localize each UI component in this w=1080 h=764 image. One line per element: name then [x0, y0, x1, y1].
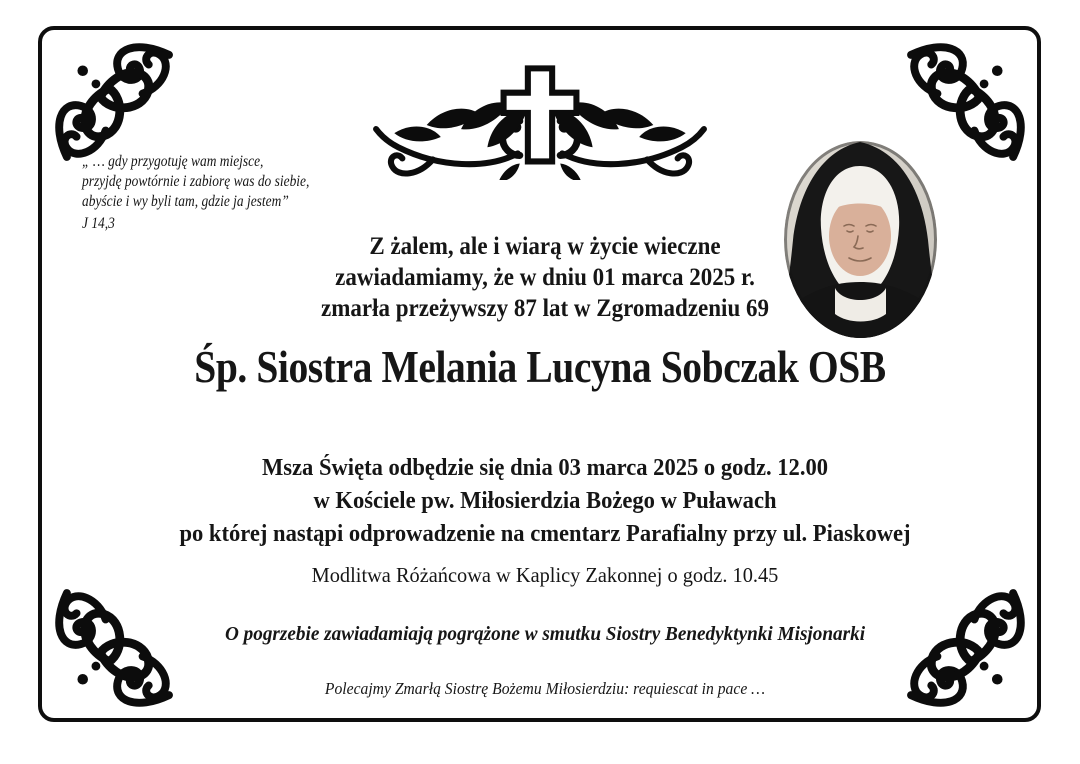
quote-line: przyjdę powtórnie i zabiorę was do siebie, [82, 173, 310, 190]
death-announcement [90, 231, 1001, 324]
closing-prayer: Polecajmy Zmarłą Siostrę Bożemu Miłosierdziu: requiescat in pace … [324, 679, 766, 698]
funeral-line: Msza Święta odbędzie się dnia 03 marca 2025 o godz. 12.00 [261, 455, 829, 481]
announcement-line: zawiadamiamy, że w dniu 01 marca 2025 r. [335, 264, 755, 291]
mourners-notice: O pogrzebie zawiadamiają pogrążone w smutku Siostry Benedyktynki Misjonarki [224, 623, 866, 645]
deceased-name: Śp. Siostra Melania Lucyna Sobczak OSB [194, 341, 886, 392]
funeral-line: w Kościele pw. Miłosierdzia Bożego w Puławach [313, 488, 777, 514]
announcement-line: zmarła przeżywszy 87 lat w Zgromadzeniu 69 [320, 295, 769, 322]
funeral-details [80, 452, 1011, 551]
quote-line: „ … gdy przygotuję wam miejsce, [82, 153, 264, 170]
cross-icon [368, 62, 712, 180]
corner-flourish-icon [44, 32, 176, 164]
scripture-quote [82, 152, 309, 234]
quote-line: abyście i wy byli tam, gdzie ja jestem” [82, 193, 289, 210]
quote-reference: J 14,3 [82, 215, 115, 232]
rosary-info: Modlitwa Różańcowa w Kaplicy Zakonnej o godz. 10.45 [311, 563, 779, 587]
announcement-line: Z żalem, ale i wiarą w życie wieczne [369, 233, 721, 260]
funeral-line: po której nastąpi odprowadzenie na cmentarz Parafialny przy ul. Piaskowej [179, 521, 911, 547]
